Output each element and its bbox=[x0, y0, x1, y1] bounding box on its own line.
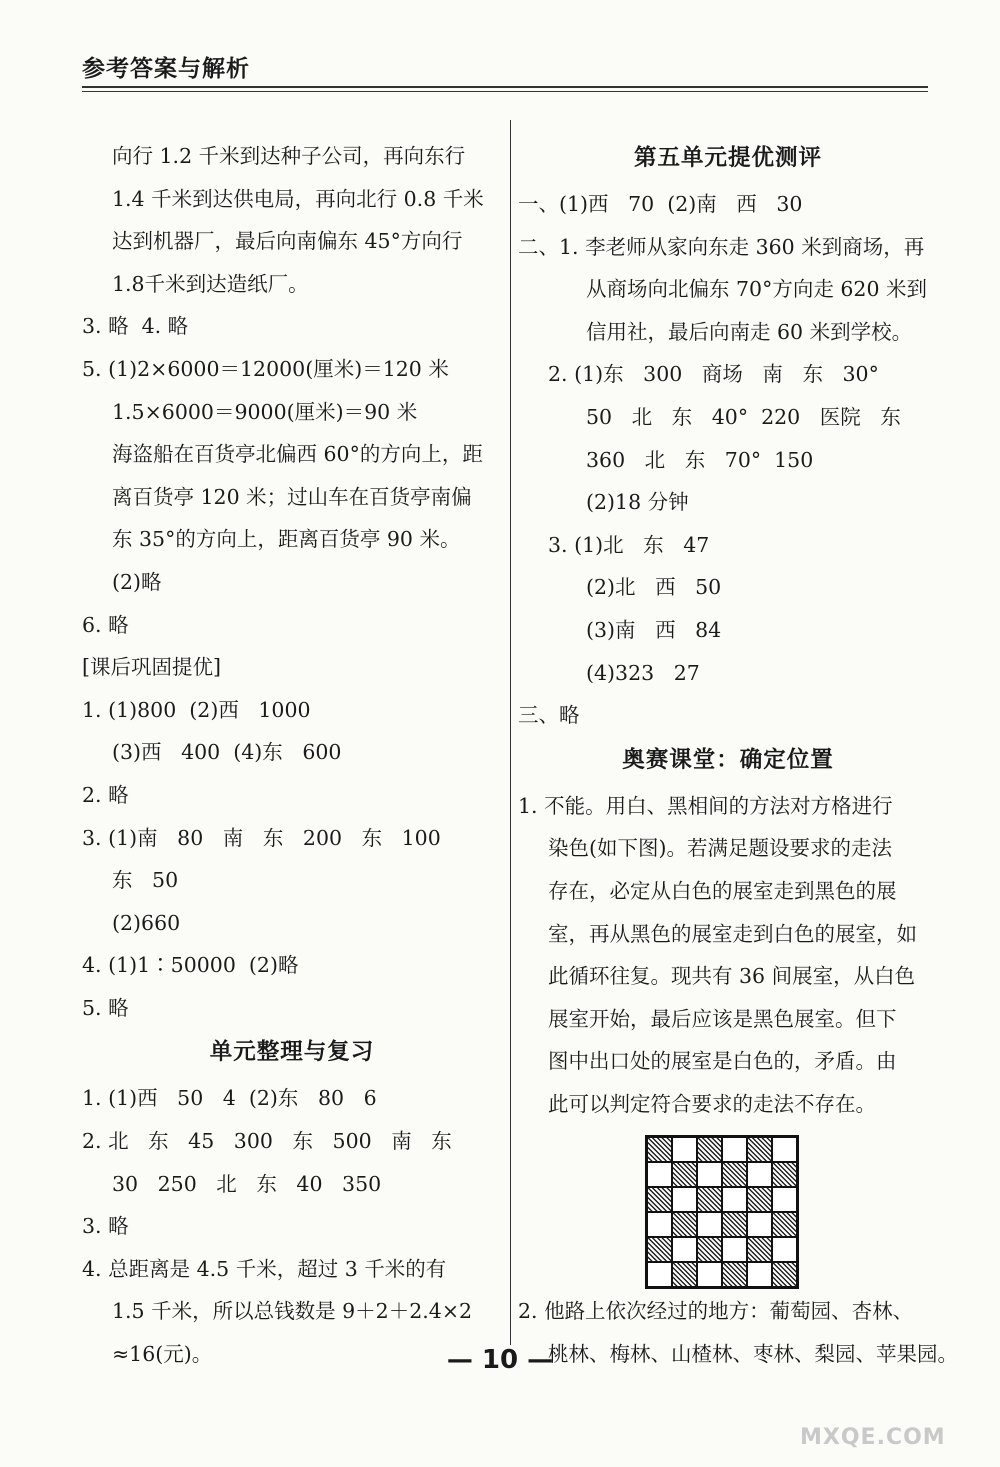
left-column bbox=[82, 135, 502, 1376]
answer-line: 此循环往复。现共有 36 间展室，从白色 bbox=[548, 964, 916, 989]
header-rule-thick bbox=[82, 86, 928, 88]
page-header-title: 参考答案与解析 bbox=[82, 56, 250, 82]
answer-line: 1. (1)西 50 4 (2)东 80 6 bbox=[82, 1086, 377, 1111]
answer-line: 50 北 东 40° 220 医院 东 bbox=[586, 404, 901, 429]
answer-line: 2. 北 东 45 300 东 500 南 东 bbox=[82, 1129, 452, 1154]
checkerboard-figure bbox=[518, 1125, 938, 1290]
watermark-logo: MXQE.COM bbox=[800, 1425, 946, 1450]
answer-line: 360 北 东 70° 150 bbox=[586, 447, 814, 472]
answer-line: 3. (1)北 东 47 bbox=[548, 532, 710, 557]
answer-line: (4)323 27 bbox=[586, 660, 700, 685]
grid-cell-light bbox=[747, 1262, 772, 1287]
answer-line: 2. 略 bbox=[82, 782, 129, 807]
grid-cell-light bbox=[747, 1162, 772, 1187]
answer-line: 1. 不能。用白、黑相间的方法对方格进行 bbox=[518, 793, 893, 818]
answer-line: 5. (1)2×6000＝12000(厘米)＝120 米 bbox=[82, 356, 449, 381]
answer-line: 6. 略 bbox=[82, 612, 129, 637]
grid-cell-dark bbox=[722, 1262, 747, 1287]
grid-cell-light bbox=[647, 1212, 672, 1237]
grid-cell-dark bbox=[647, 1137, 672, 1162]
answer-line: (3)南 西 84 bbox=[586, 617, 722, 642]
grid-cell-dark bbox=[672, 1212, 697, 1237]
answer-line: 桃林、梅林、山楂林、枣林、梨园、苹果园。 bbox=[548, 1342, 958, 1367]
grid-cell-dark bbox=[747, 1187, 772, 1212]
right-column bbox=[518, 135, 958, 1376]
grid-cell-dark bbox=[747, 1237, 772, 1262]
answer-line: (2)北 西 50 bbox=[586, 575, 722, 600]
grid-cell-light bbox=[697, 1162, 722, 1187]
section-title: 第五单元提优测评 bbox=[633, 145, 822, 171]
grid-cell-light bbox=[697, 1262, 722, 1287]
checkerboard-grid bbox=[645, 1135, 799, 1289]
answer-line: 存在，必定从白色的展室走到黑色的展 bbox=[548, 878, 897, 903]
answer-line: (2)略 bbox=[112, 569, 162, 594]
answer-line: 3. 略 4. 略 bbox=[82, 314, 189, 339]
answer-line: 5. 略 bbox=[82, 995, 129, 1020]
answer-line: 展室开始，最后应该是黑色展室。但下 bbox=[548, 1006, 897, 1031]
answer-line: 4. (1)1∶50000 (2)略 bbox=[82, 953, 299, 978]
answer-line: 4. 总距离是 4.5 千米，超过 3 千米的有 bbox=[82, 1256, 447, 1281]
grid-cell-dark bbox=[772, 1262, 797, 1287]
answer-line: 海盗船在百货亭北偏西 60°的方向上，距 bbox=[112, 442, 483, 467]
answer-line: 此可以判定符合要求的走法不存在。 bbox=[548, 1091, 876, 1116]
answer-line: (2)18 分钟 bbox=[586, 490, 689, 515]
grid-cell-light bbox=[772, 1237, 797, 1262]
answer-line: 染色(如下图)。若满足题设要求的走法 bbox=[548, 836, 892, 861]
grid-cell-dark bbox=[722, 1162, 747, 1187]
answer-line: 二、1. 李老师从家向东走 360 米到商场，再 bbox=[518, 234, 925, 259]
column-divider bbox=[510, 120, 511, 1345]
grid-cell-dark bbox=[697, 1187, 722, 1212]
grid-cell-dark bbox=[697, 1137, 722, 1162]
answer-line: 1.5 千米，所以总钱数是 9＋2＋2.4×2 bbox=[112, 1299, 473, 1324]
answer-line: 1. (1)800 (2)西 1000 bbox=[82, 697, 311, 722]
answer-line: 1.8千米到达造纸厂。 bbox=[112, 271, 309, 296]
answer-line: ≈16(元)。 bbox=[112, 1342, 213, 1367]
page-number: — 10 — bbox=[446, 1345, 554, 1375]
grid-cell-light bbox=[722, 1187, 747, 1212]
grid-cell-light bbox=[647, 1162, 672, 1187]
grid-cell-light bbox=[697, 1212, 722, 1237]
grid-cell-light bbox=[672, 1137, 697, 1162]
header-rule-thin bbox=[82, 91, 928, 92]
grid-cell-dark bbox=[697, 1237, 722, 1262]
grid-cell-light bbox=[722, 1137, 747, 1162]
answer-line: 东 35°的方向上，距离百货亭 90 米。 bbox=[112, 527, 461, 552]
grid-cell-dark bbox=[747, 1137, 772, 1162]
answer-line: 三、略 bbox=[518, 703, 580, 728]
answer-line: 向行 1.2 千米到达种子公司，再向东行 bbox=[112, 144, 466, 168]
grid-cell-light bbox=[672, 1187, 697, 1212]
grid-cell-dark bbox=[772, 1212, 797, 1237]
answer-line: 室，再从黑色的展室走到白色的展室，如 bbox=[548, 921, 917, 946]
grid-cell-dark bbox=[722, 1212, 747, 1237]
answer-line: 信用社，最后向南走 60 米到学校。 bbox=[586, 319, 913, 344]
answer-line: 离百货亭 120 米；过山车在百货亭南偏 bbox=[112, 484, 472, 509]
grid-cell-dark bbox=[647, 1187, 672, 1212]
right-column-top bbox=[518, 135, 938, 1125]
answer-line: 3. (1)南 80 南 东 200 东 100 bbox=[82, 825, 441, 850]
answer-line: (3)西 400 (4)东 600 bbox=[112, 740, 342, 765]
grid-cell-dark bbox=[672, 1162, 697, 1187]
answer-line: 1.5×6000＝9000(厘米)＝90 米 bbox=[112, 399, 418, 424]
grid-cell-dark bbox=[647, 1237, 672, 1262]
grid-cell-dark bbox=[672, 1262, 697, 1287]
answer-line: 3. 略 bbox=[82, 1214, 129, 1239]
grid-cell-light bbox=[772, 1187, 797, 1212]
grid-cell-dark bbox=[772, 1162, 797, 1187]
grid-cell-light bbox=[722, 1237, 747, 1262]
grid-cell-light bbox=[772, 1137, 797, 1162]
answer-line: 达到机器厂，最后向南偏东 45°方向行 bbox=[112, 229, 463, 254]
answer-line: 2. 他路上依次经过的地方：葡萄园、杏林、 bbox=[518, 1299, 914, 1324]
answer-line: (2)660 bbox=[112, 910, 181, 935]
section-title: 单元整理与复习 bbox=[209, 1039, 375, 1066]
answer-line: [课后巩固提优] bbox=[82, 655, 221, 680]
grid-cell-light bbox=[647, 1262, 672, 1287]
grid-cell-light bbox=[672, 1237, 697, 1262]
answer-line: 从商场向北偏东 70°方向走 620 米到 bbox=[586, 277, 928, 302]
answer-line: 一、(1)西 70 (2)南 西 30 bbox=[518, 192, 803, 216]
answer-line: 30 250 北 东 40 350 bbox=[112, 1171, 382, 1196]
answer-line: 2. (1)东 300 商场 南 东 30° bbox=[548, 362, 879, 387]
section-title: 奥赛课堂：确定位置 bbox=[622, 746, 834, 773]
answer-line: 1.4 千米到达供电局，再向北行 0.8 千米 bbox=[112, 186, 484, 211]
answer-line: 图中出口处的展室是白色的，矛盾。由 bbox=[548, 1049, 897, 1074]
grid-cell-light bbox=[747, 1212, 772, 1237]
answer-line: 东 50 bbox=[112, 868, 179, 893]
